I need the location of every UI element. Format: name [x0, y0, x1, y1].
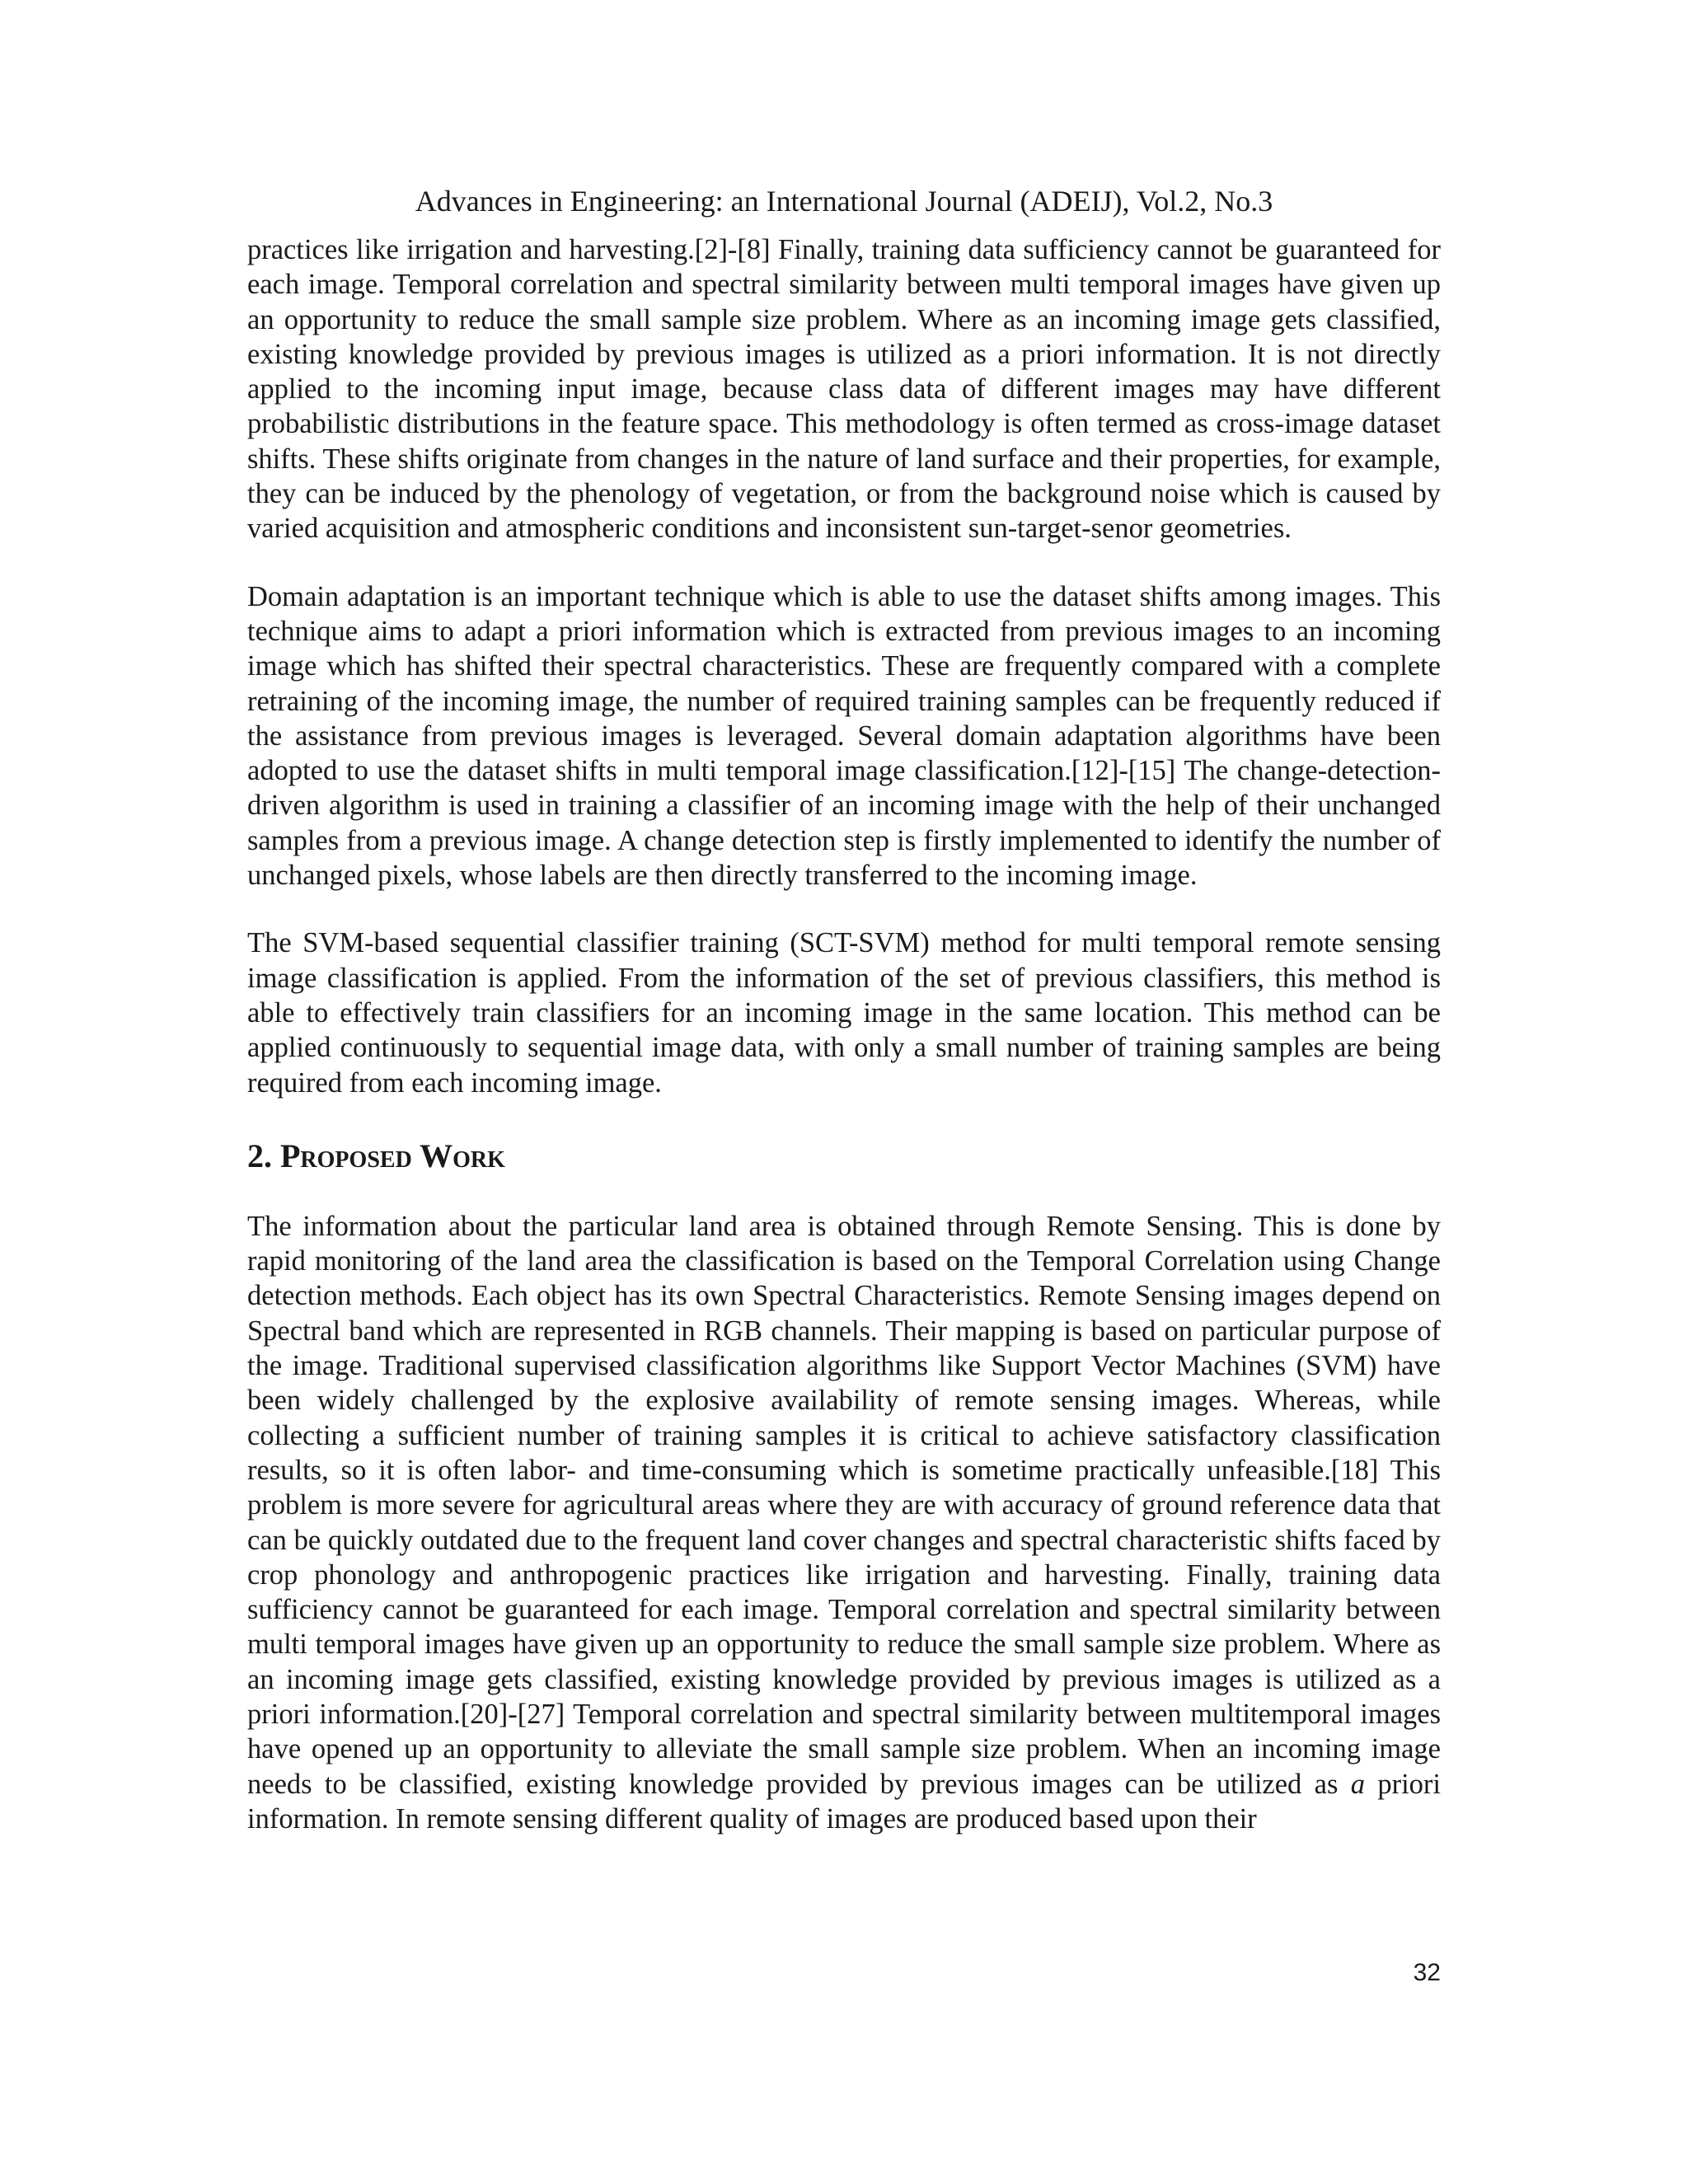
section-number: 2.	[247, 1137, 272, 1174]
paragraph-4	[247, 1209, 1441, 1836]
page-content	[247, 232, 1441, 1836]
paragraph-2: Domain adaptation is an important technique which is able to use the dataset shifts among images. This technique aims to adapt a priori information which is extracted from previous images to an incoming image which has shifted their spectral characteristics. These are frequently compared with a complete retraining of the incoming image, the number of required training samples can be frequently reduced if the assistance from previous images is leveraged. Several domain adaptation algorithms have been adopted to use the dataset shifts in multi temporal image classification.[12]-[15] The change-detection-driven algorithm is used in training a classifier of an incoming image with the help of their unchanged samples from a previous image. A change detection step is firstly implemented to identify the number of unchanged pixels, whose labels are then directly transferred to the incoming image.	[247, 580, 1441, 892]
paragraph-4-text-a: The information about the particular land area is obtained through Remote Sensing. This is done by rapid monitoring of the land area the classification is based on the Temporal Correlation using Change detection methods. Each object has its own Spectral Characteristics. Remote Sensing images depend on Spectral band which are represented in RGB channels. Their mapping is based on particular purpose of the image. Traditional supervised classification algorithms like Support Vector Machines (SVM) have been widely challenged by the explosive availability of remote sensing images. Whereas, while collecting a sufficient number of training samples it is critical to achieve satisfactory classification results, so it is often labor- and time-consuming which is sometime practically unfeasible.[18] This problem is more severe for agricultural areas where they are with accuracy of ground reference data that can be quickly outdated due to the frequent land cover changes and spectral characteristic shifts faced by crop phonology and anthropogenic practices like irrigation and harvesting. Finally, training data sufficiency cannot be guaranteed for each image. Temporal correlation and spectral similarity between multi temporal images have given up an opportunity to reduce the small sample size problem. Where as an incoming image gets classified, existing knowledge provided by previous images is utilized as a priori information.[20]-[27] Temporal correlation and spectral similarity between multitemporal images have opened up an opportunity to alleviate the small sample size problem. When an incoming image needs to be classified, existing knowledge provided by previous images can be utilized as	[247, 1210, 1441, 1800]
section-heading	[247, 1137, 1441, 1176]
paragraph-4-italic: a	[1350, 1768, 1365, 1800]
section-title: Proposed Work	[280, 1137, 505, 1174]
paragraph-4-text-b: priori information. In remote sensing different quality of images are produced based upon their	[247, 1768, 1442, 1835]
page-number: 32	[1413, 1959, 1441, 1986]
running-header: Advances in Engineering: an International Journal (ADEIJ), Vol.2, No.3	[415, 185, 1273, 218]
paragraph-3: The SVM-based sequential classifier training (SCT-SVM) method for multi temporal remote sensing image classification is applied. From the information of the set of previous classifiers, this method is able to effectively train classifiers for an incoming image in the same location. This method can be applied continuously to sequential image data, with only a small number of training samples are being required from each incoming image.	[247, 927, 1441, 1099]
paragraph-1: practices like irrigation and harvesting.[2]-[8] Finally, training data sufficiency cannot be guaranteed for each image. Temporal correlation and spectral similarity between multi temporal images have given up an opportunity to reduce the small sample size problem. Where as an incoming image gets classified, existing knowledge provided by previous images is utilized as a priori information. It is not directly applied to the incoming input image, because class data of different images may have different probabilistic distributions in the feature space. This methodology is often termed as cross-image dataset shifts. These shifts originate from changes in the nature of land surface and their properties, for example, they can be induced by the phenology of vegetation, or from the background noise which is caused by varied acquisition and atmospheric conditions and inconsistent sun-target-senor geometries.	[247, 234, 1441, 545]
